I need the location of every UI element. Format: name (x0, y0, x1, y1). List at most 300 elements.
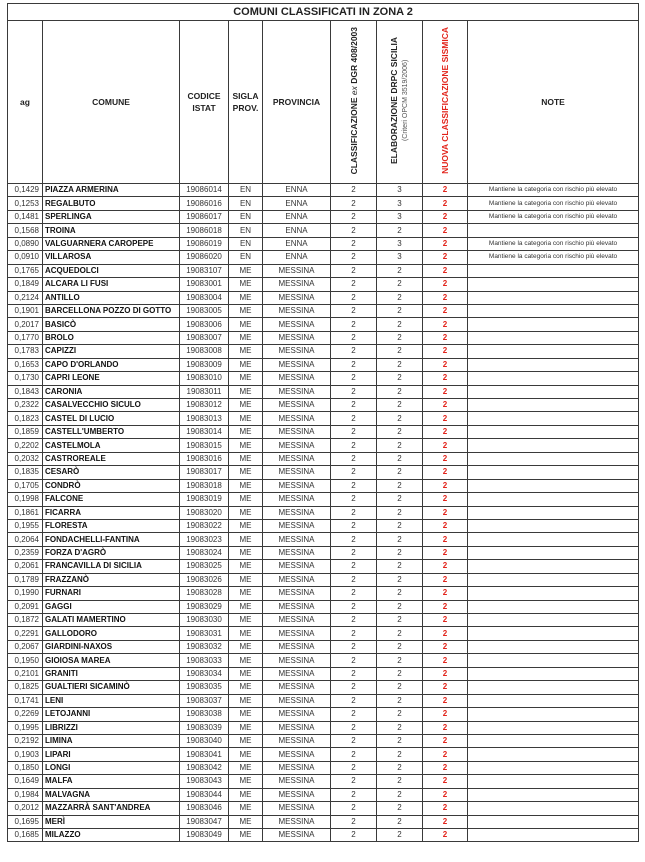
cell-comune: FRANCAVILLA DI SICILIA (43, 560, 180, 573)
cell-provincia: MESSINA (263, 761, 331, 774)
cell-comune: FORZA D'AGRÒ (43, 546, 180, 559)
cell-comune: GIOIOSA MAREA (43, 654, 180, 667)
cell-codice-istat: 19083013 (180, 412, 229, 425)
cell-classificazione-dgr: 2 (331, 681, 377, 694)
cell-nuova-classificazione: 2 (423, 264, 468, 277)
cell-elaborazione-drpc: 2 (377, 385, 423, 398)
table-row (8, 546, 639, 559)
cell-codice-istat: 19083004 (180, 291, 229, 304)
cell-comune: LIMINA (43, 734, 180, 747)
cell-ag: 0,1835 (8, 466, 43, 479)
table-row (8, 734, 639, 747)
cell-provincia: ENNA (263, 251, 331, 264)
cell-classificazione-dgr: 2 (331, 452, 377, 465)
table-row (8, 197, 639, 210)
cell-comune: LENI (43, 694, 180, 707)
cell-comune: FICARRA (43, 506, 180, 519)
cell-provincia: MESSINA (263, 439, 331, 452)
table-row (8, 519, 639, 532)
cell-elaborazione-drpc: 3 (377, 197, 423, 210)
cell-sigla-prov: ME (229, 439, 263, 452)
table-row (8, 533, 639, 546)
cell-elaborazione-drpc: 3 (377, 237, 423, 250)
cell-provincia: MESSINA (263, 399, 331, 412)
cell-ag: 0,1955 (8, 519, 43, 532)
cell-note (468, 385, 639, 398)
cell-codice-istat: 19083033 (180, 654, 229, 667)
cell-codice-istat: 19083001 (180, 278, 229, 291)
cell-sigla-prov: ME (229, 654, 263, 667)
cell-comune: BROLO (43, 331, 180, 344)
cell-sigla-prov: ME (229, 734, 263, 747)
cell-classificazione-dgr: 2 (331, 291, 377, 304)
cell-provincia: MESSINA (263, 264, 331, 277)
cell-ag: 0,1765 (8, 264, 43, 277)
cell-nuova-classificazione: 2 (423, 748, 468, 761)
table-row (8, 573, 639, 586)
cell-note (468, 224, 639, 237)
cell-elaborazione-drpc: 2 (377, 667, 423, 680)
cell-ag: 0,2269 (8, 708, 43, 721)
cell-ag: 0,1850 (8, 761, 43, 774)
cell-comune: FURNARI (43, 587, 180, 600)
cell-comune: LIPARI (43, 748, 180, 761)
table-row (8, 412, 639, 425)
cell-note (468, 681, 639, 694)
cell-classificazione-dgr: 2 (331, 304, 377, 317)
cell-nuova-classificazione: 2 (423, 439, 468, 452)
cell-classificazione-dgr: 2 (331, 210, 377, 223)
cell-codice-istat: 19083007 (180, 331, 229, 344)
cell-nuova-classificazione: 2 (423, 452, 468, 465)
cell-elaborazione-drpc: 2 (377, 775, 423, 788)
cell-comune: ANTILLO (43, 291, 180, 304)
cell-nuova-classificazione: 2 (423, 237, 468, 250)
cell-sigla-prov: ME (229, 452, 263, 465)
cell-comune: VALGUARNERA CAROPEPE (43, 237, 180, 250)
cell-sigla-prov: ME (229, 304, 263, 317)
cell-ag: 0,1481 (8, 210, 43, 223)
cell-note (468, 278, 639, 291)
cell-note (468, 318, 639, 331)
header-sigla-prov (229, 21, 263, 184)
cell-ag: 0,1903 (8, 748, 43, 761)
cell-note: Mantiene la categoria con rischio più elevato (468, 184, 639, 197)
cell-provincia: ENNA (263, 224, 331, 237)
cell-classificazione-dgr: 2 (331, 466, 377, 479)
cell-elaborazione-drpc: 2 (377, 331, 423, 344)
cell-classificazione-dgr: 2 (331, 251, 377, 264)
cell-ag: 0,1649 (8, 775, 43, 788)
cell-sigla-prov: ME (229, 519, 263, 532)
cell-comune: FLORESTA (43, 519, 180, 532)
cell-codice-istat: 19083043 (180, 775, 229, 788)
cell-provincia: MESSINA (263, 829, 331, 842)
cell-classificazione-dgr: 2 (331, 829, 377, 842)
cell-elaborazione-drpc: 2 (377, 761, 423, 774)
cell-provincia: MESSINA (263, 708, 331, 721)
header-note: NOTE (468, 21, 639, 184)
cell-note (468, 802, 639, 815)
cell-note (468, 654, 639, 667)
cell-sigla-prov: ME (229, 479, 263, 492)
cell-provincia: MESSINA (263, 573, 331, 586)
cell-note (468, 815, 639, 828)
cell-sigla-prov: ME (229, 600, 263, 613)
cell-elaborazione-drpc: 2 (377, 533, 423, 546)
table-row (8, 506, 639, 519)
cell-codice-istat: 19083042 (180, 761, 229, 774)
table-row (8, 224, 639, 237)
table-row (8, 331, 639, 344)
cell-sigla-prov: ME (229, 399, 263, 412)
cell-classificazione-dgr: 2 (331, 358, 377, 371)
cell-codice-istat: 19083047 (180, 815, 229, 828)
cell-codice-istat: 19083035 (180, 681, 229, 694)
cell-elaborazione-drpc: 2 (377, 614, 423, 627)
cell-provincia: ENNA (263, 210, 331, 223)
cell-nuova-classificazione: 2 (423, 788, 468, 801)
cell-comune: REGALBUTO (43, 197, 180, 210)
cell-classificazione-dgr: 2 (331, 573, 377, 586)
cell-sigla-prov: ME (229, 560, 263, 573)
cell-classificazione-dgr: 2 (331, 264, 377, 277)
table-row (8, 251, 639, 264)
cell-sigla-prov: EN (229, 184, 263, 197)
cell-classificazione-dgr: 2 (331, 761, 377, 774)
cell-ag: 0,1695 (8, 815, 43, 828)
cell-note (468, 587, 639, 600)
cell-classificazione-dgr: 2 (331, 815, 377, 828)
cell-classificazione-dgr: 2 (331, 385, 377, 398)
cell-note (468, 627, 639, 640)
title-row (8, 4, 639, 21)
cell-note (468, 694, 639, 707)
cell-comune: ACQUEDOLCI (43, 264, 180, 277)
cell-note (468, 734, 639, 747)
cell-note (468, 399, 639, 412)
cell-comune: GIARDINI-NAXOS (43, 640, 180, 653)
cell-ag: 0,1950 (8, 654, 43, 667)
cell-provincia: ENNA (263, 197, 331, 210)
cell-codice-istat: 19083022 (180, 519, 229, 532)
header-ag: ag (8, 21, 43, 184)
table-row (8, 627, 639, 640)
cell-ag: 0,2012 (8, 802, 43, 815)
cell-classificazione-dgr: 2 (331, 331, 377, 344)
cell-note (468, 425, 639, 438)
cell-note (468, 640, 639, 653)
table-row (8, 788, 639, 801)
cell-provincia: MESSINA (263, 372, 331, 385)
cell-codice-istat: 19083014 (180, 425, 229, 438)
table-row (8, 358, 639, 371)
cell-provincia: ENNA (263, 184, 331, 197)
cell-nuova-classificazione: 2 (423, 304, 468, 317)
cell-elaborazione-drpc: 2 (377, 573, 423, 586)
cell-provincia: MESSINA (263, 546, 331, 559)
cell-provincia: MESSINA (263, 815, 331, 828)
cell-sigla-prov: ME (229, 694, 263, 707)
cell-nuova-classificazione: 2 (423, 734, 468, 747)
cell-codice-istat: 19083009 (180, 358, 229, 371)
cell-classificazione-dgr: 2 (331, 372, 377, 385)
cell-comune: MAZZARRÀ SANT'ANDREA (43, 802, 180, 815)
cell-sigla-prov: EN (229, 197, 263, 210)
cell-nuova-classificazione: 2 (423, 600, 468, 613)
cell-nuova-classificazione: 2 (423, 681, 468, 694)
cell-codice-istat: 19083008 (180, 345, 229, 358)
cell-elaborazione-drpc: 2 (377, 278, 423, 291)
cell-sigla-prov: ME (229, 829, 263, 842)
cell-provincia: MESSINA (263, 385, 331, 398)
cell-classificazione-dgr: 2 (331, 399, 377, 412)
cell-ag: 0,2101 (8, 667, 43, 680)
table-row (8, 372, 639, 385)
cell-provincia: MESSINA (263, 345, 331, 358)
cell-note (468, 708, 639, 721)
cell-elaborazione-drpc: 2 (377, 748, 423, 761)
cell-provincia: MESSINA (263, 466, 331, 479)
table-row (8, 264, 639, 277)
cell-classificazione-dgr: 2 (331, 224, 377, 237)
cell-codice-istat: 19083015 (180, 439, 229, 452)
cell-ag: 0,1825 (8, 681, 43, 694)
cell-elaborazione-drpc: 2 (377, 587, 423, 600)
cell-classificazione-dgr: 2 (331, 734, 377, 747)
header-row (8, 21, 639, 184)
cell-sigla-prov: ME (229, 587, 263, 600)
cell-elaborazione-drpc: 2 (377, 788, 423, 801)
cell-comune: TROINA (43, 224, 180, 237)
cell-sigla-prov: EN (229, 224, 263, 237)
header-elaborazione-main: ELABORAZIONE DRPC SICILIA (388, 36, 399, 165)
cell-classificazione-dgr: 2 (331, 278, 377, 291)
cell-ag: 0,1653 (8, 358, 43, 371)
cell-classificazione-dgr: 2 (331, 425, 377, 438)
cell-elaborazione-drpc: 2 (377, 519, 423, 532)
cell-elaborazione-drpc: 2 (377, 829, 423, 842)
cell-elaborazione-drpc: 2 (377, 479, 423, 492)
cell-codice-istat: 19083016 (180, 452, 229, 465)
cell-comune: GAGGI (43, 600, 180, 613)
cell-classificazione-dgr: 2 (331, 318, 377, 331)
cell-sigla-prov: ME (229, 358, 263, 371)
cell-sigla-prov: ME (229, 708, 263, 721)
cell-note (468, 291, 639, 304)
cell-provincia: MESSINA (263, 600, 331, 613)
cell-comune: CAPRI LEONE (43, 372, 180, 385)
cell-codice-istat: 19083107 (180, 264, 229, 277)
cell-provincia: ENNA (263, 237, 331, 250)
cell-ag: 0,1823 (8, 412, 43, 425)
cell-nuova-classificazione: 2 (423, 694, 468, 707)
cell-ag: 0,1429 (8, 184, 43, 197)
cell-nuova-classificazione: 2 (423, 761, 468, 774)
cell-nuova-classificazione: 2 (423, 372, 468, 385)
cell-nuova-classificazione: 2 (423, 573, 468, 586)
table-row (8, 829, 639, 842)
cell-nuova-classificazione: 2 (423, 627, 468, 640)
cell-note (468, 533, 639, 546)
header-elaborazione-sub: (Criteri OPCM 3519/2006) (401, 59, 409, 142)
table-row (8, 761, 639, 774)
cell-sigla-prov: ME (229, 640, 263, 653)
table-row (8, 681, 639, 694)
table-row (8, 318, 639, 331)
cell-sigla-prov: ME (229, 761, 263, 774)
table-row (8, 654, 639, 667)
cell-ag: 0,1789 (8, 573, 43, 586)
cell-note (468, 560, 639, 573)
cell-provincia: MESSINA (263, 412, 331, 425)
cell-note (468, 466, 639, 479)
cell-note (468, 304, 639, 317)
cell-nuova-classificazione: 2 (423, 412, 468, 425)
cell-elaborazione-drpc: 2 (377, 439, 423, 452)
cell-nuova-classificazione: 2 (423, 358, 468, 371)
cell-sigla-prov: EN (229, 210, 263, 223)
cell-elaborazione-drpc: 2 (377, 412, 423, 425)
cell-provincia: MESSINA (263, 533, 331, 546)
header-sigla-line1: SIGLA (232, 91, 259, 101)
cell-provincia: MESSINA (263, 358, 331, 371)
cell-sigla-prov: ME (229, 721, 263, 734)
cell-elaborazione-drpc: 2 (377, 721, 423, 734)
table-row (8, 694, 639, 707)
cell-note (468, 506, 639, 519)
cell-codice-istat: 19086019 (180, 237, 229, 250)
cell-ag: 0,1253 (8, 197, 43, 210)
cell-provincia: MESSINA (263, 425, 331, 438)
cell-elaborazione-drpc: 2 (377, 802, 423, 815)
cell-ag: 0,1849 (8, 278, 43, 291)
cell-provincia: MESSINA (263, 681, 331, 694)
cell-provincia: MESSINA (263, 278, 331, 291)
cell-sigla-prov: ME (229, 385, 263, 398)
cell-provincia: MESSINA (263, 331, 331, 344)
cell-provincia: MESSINA (263, 734, 331, 747)
cell-classificazione-dgr: 2 (331, 184, 377, 197)
header-nuova-text: NUOVA CLASSIFICAZIONE SISMICA (440, 27, 450, 174)
table-row (8, 775, 639, 788)
cell-classificazione-dgr: 2 (331, 587, 377, 600)
cell-provincia: MESSINA (263, 694, 331, 707)
cell-nuova-classificazione: 2 (423, 331, 468, 344)
cell-sigla-prov: ME (229, 412, 263, 425)
cell-note (468, 439, 639, 452)
header-sigla-line2: PROV. (232, 103, 259, 113)
cell-classificazione-dgr: 2 (331, 614, 377, 627)
table-row (8, 385, 639, 398)
cell-codice-istat: 19083025 (180, 560, 229, 573)
table-row (8, 614, 639, 627)
cell-elaborazione-drpc: 2 (377, 546, 423, 559)
cell-ag: 0,2064 (8, 533, 43, 546)
cell-note (468, 412, 639, 425)
cell-note (468, 761, 639, 774)
table-row (8, 439, 639, 452)
cell-note: Mantiene la categoria con rischio più elevato (468, 197, 639, 210)
cell-elaborazione-drpc: 2 (377, 640, 423, 653)
cell-note (468, 546, 639, 559)
cell-ag: 0,0890 (8, 237, 43, 250)
cell-ag: 0,1783 (8, 345, 43, 358)
cell-ag: 0,2061 (8, 560, 43, 573)
cell-classificazione-dgr: 2 (331, 439, 377, 452)
cell-nuova-classificazione: 2 (423, 425, 468, 438)
table-row (8, 587, 639, 600)
cell-sigla-prov: ME (229, 493, 263, 506)
cell-codice-istat: 19086014 (180, 184, 229, 197)
cell-note (468, 358, 639, 371)
cell-classificazione-dgr: 2 (331, 533, 377, 546)
cell-elaborazione-drpc: 3 (377, 251, 423, 264)
cell-provincia: MESSINA (263, 318, 331, 331)
cell-note (468, 479, 639, 492)
cell-codice-istat: 19083017 (180, 466, 229, 479)
cell-classificazione-dgr: 2 (331, 345, 377, 358)
cell-codice-istat: 19083049 (180, 829, 229, 842)
cell-ag: 0,1984 (8, 788, 43, 801)
cell-ag: 0,1998 (8, 493, 43, 506)
cell-comune: CASTELMOLA (43, 439, 180, 452)
cell-classificazione-dgr: 2 (331, 560, 377, 573)
cell-sigla-prov: ME (229, 546, 263, 559)
cell-codice-istat: 19083018 (180, 479, 229, 492)
cell-classificazione-dgr: 2 (331, 412, 377, 425)
cell-codice-istat: 19086016 (180, 197, 229, 210)
cell-nuova-classificazione: 2 (423, 251, 468, 264)
cell-codice-istat: 19083037 (180, 694, 229, 707)
cell-sigla-prov: ME (229, 788, 263, 801)
cell-elaborazione-drpc: 2 (377, 708, 423, 721)
cell-ag: 0,2202 (8, 439, 43, 452)
cell-nuova-classificazione: 2 (423, 560, 468, 573)
table-row (8, 493, 639, 506)
cell-provincia: MESSINA (263, 802, 331, 815)
cell-ag: 0,1861 (8, 506, 43, 519)
cell-nuova-classificazione: 2 (423, 802, 468, 815)
cell-elaborazione-drpc: 3 (377, 184, 423, 197)
cell-elaborazione-drpc: 2 (377, 734, 423, 747)
cell-codice-istat: 19083039 (180, 721, 229, 734)
cell-elaborazione-drpc: 2 (377, 560, 423, 573)
header-classificazione-ex: ex (348, 85, 359, 95)
cell-codice-istat: 19083040 (180, 734, 229, 747)
cell-elaborazione-drpc: 2 (377, 425, 423, 438)
cell-sigla-prov: ME (229, 627, 263, 640)
cell-codice-istat: 19083041 (180, 748, 229, 761)
cell-note (468, 788, 639, 801)
cell-sigla-prov: ME (229, 815, 263, 828)
cell-nuova-classificazione: 2 (423, 399, 468, 412)
cell-comune: MALFA (43, 775, 180, 788)
cell-nuova-classificazione: 2 (423, 506, 468, 519)
cell-note: Mantiene la categoria con rischio più elevato (468, 237, 639, 250)
cell-comune: MERÌ (43, 815, 180, 828)
cell-nuova-classificazione: 2 (423, 318, 468, 331)
cell-nuova-classificazione: 2 (423, 775, 468, 788)
cell-provincia: MESSINA (263, 493, 331, 506)
cell-nuova-classificazione: 2 (423, 210, 468, 223)
cell-note (468, 748, 639, 761)
cell-codice-istat: 19083044 (180, 788, 229, 801)
cell-codice-istat: 19083029 (180, 600, 229, 613)
cell-sigla-prov: ME (229, 533, 263, 546)
cell-codice-istat: 19083030 (180, 614, 229, 627)
header-codice-line1: CODICE (187, 91, 221, 101)
